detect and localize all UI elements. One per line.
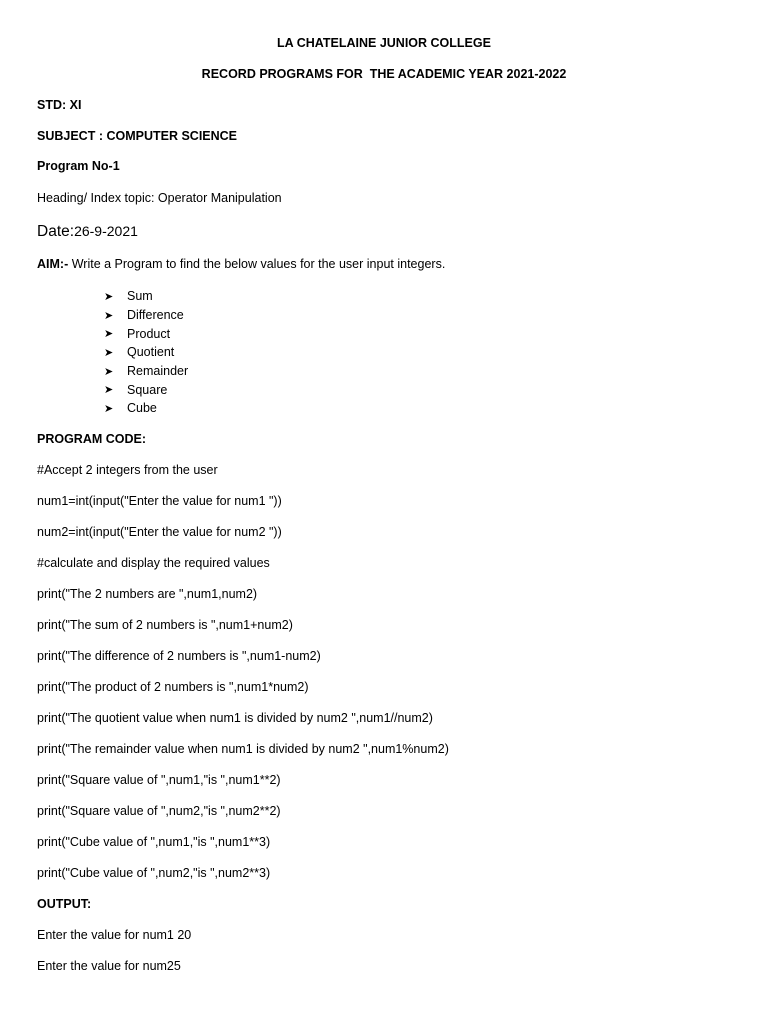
code-line: num2=int(input("Enter the value for num2 ")) bbox=[37, 525, 282, 539]
output-line: Enter the value for num25 bbox=[37, 959, 181, 973]
record-title: RECORD PROGRAMS FOR THE ACADEMIC YEAR 2021-2022 bbox=[201, 67, 567, 81]
list-item-label: Square bbox=[127, 382, 168, 397]
code-line: #Accept 2 integers from the user bbox=[37, 463, 218, 477]
list-item-label: Quotient bbox=[127, 345, 175, 360]
code-line: print("The 2 numbers are ",num1,num2) bbox=[37, 587, 258, 601]
code-line: #calculate and display the required values bbox=[37, 556, 270, 570]
code-line: print("The quotient value when num1 is divided by num2 ",num1//num2) bbox=[37, 711, 433, 725]
code-line: print("Square value of ",num1,"is ",num1**2) bbox=[37, 773, 281, 787]
list-item-label: Product bbox=[127, 326, 171, 341]
arrow-bullet-icon: ➤ bbox=[104, 384, 114, 397]
aim-text: Write a Program to find the below values for the user input integers. bbox=[68, 257, 446, 271]
program-code-heading: PROGRAM CODE: bbox=[37, 432, 147, 446]
date-value: 26-9-2021 bbox=[74, 223, 138, 239]
code-line: print("The difference of 2 numbers is ",num1-num2) bbox=[37, 649, 321, 663]
output-heading: OUTPUT: bbox=[37, 897, 92, 911]
college-name: LA CHATELAINE JUNIOR COLLEGE bbox=[277, 36, 491, 50]
aim-items-list bbox=[104, 287, 188, 418]
code-line: print("Square value of ",num2,"is ",num2**2) bbox=[37, 804, 281, 818]
arrow-bullet-icon: ➤ bbox=[104, 402, 114, 415]
aim-label: AIM:- bbox=[37, 257, 69, 271]
aim-line bbox=[37, 256, 445, 272]
list-item-label: Remainder bbox=[127, 364, 189, 379]
list-item-label: Cube bbox=[127, 401, 157, 416]
list-item bbox=[104, 380, 188, 399]
subject-line: SUBJECT : COMPUTER SCIENCE bbox=[37, 129, 238, 143]
program-number: Program No-1 bbox=[37, 159, 120, 173]
date-line bbox=[37, 222, 138, 241]
arrow-bullet-icon: ➤ bbox=[104, 309, 114, 322]
list-item bbox=[104, 399, 188, 418]
arrow-bullet-icon: ➤ bbox=[104, 365, 114, 378]
list-item-label: Sum bbox=[127, 289, 153, 304]
code-line: print("The sum of 2 numbers is ",num1+num2) bbox=[37, 618, 293, 632]
output-line: Enter the value for num1 20 bbox=[37, 928, 192, 942]
list-item-label: Difference bbox=[127, 308, 184, 323]
arrow-bullet-icon: ➤ bbox=[104, 346, 114, 359]
arrow-bullet-icon: ➤ bbox=[104, 328, 114, 341]
code-line: num1=int(input("Enter the value for num1 ")) bbox=[37, 494, 282, 508]
arrow-bullet-icon: ➤ bbox=[104, 290, 114, 303]
list-item bbox=[104, 362, 188, 381]
code-line: print("Cube value of ",num2,"is ",num2**3) bbox=[37, 866, 271, 880]
code-line: print("The product of 2 numbers is ",num1*num2) bbox=[37, 680, 309, 694]
list-item bbox=[104, 324, 188, 343]
code-line: print("Cube value of ",num1,"is ",num1**3) bbox=[37, 835, 271, 849]
list-item bbox=[104, 287, 188, 306]
list-item bbox=[104, 343, 188, 362]
std-line: STD: XI bbox=[37, 98, 82, 112]
date-label: Date: bbox=[37, 223, 75, 240]
heading-topic: Heading/ Index topic: Operator Manipulation bbox=[37, 191, 282, 205]
code-line: print("The remainder value when num1 is divided by num2 ",num1%num2) bbox=[37, 742, 449, 756]
list-item bbox=[104, 306, 188, 325]
